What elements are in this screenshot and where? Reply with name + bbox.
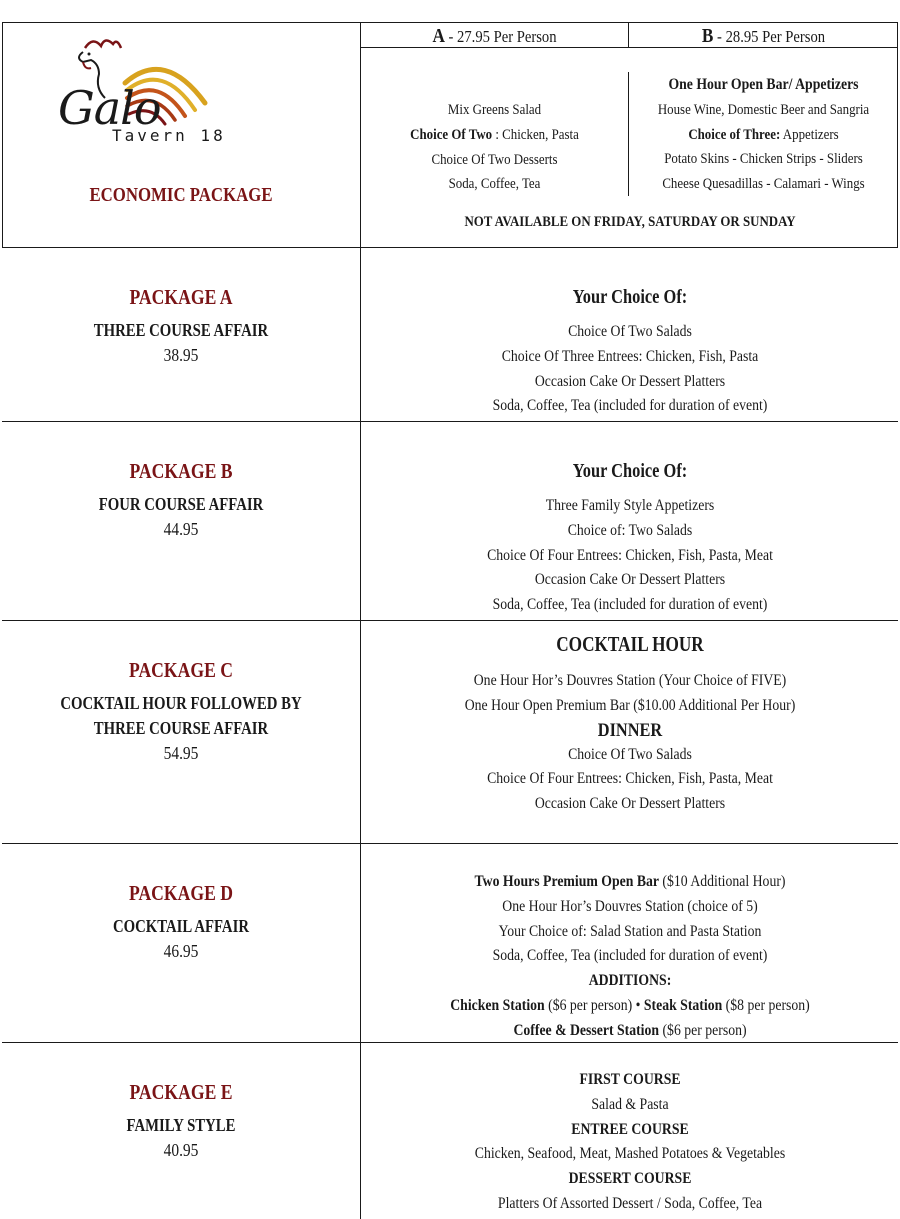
package-line: Occasion Cake Or Dessert Platters [534,372,726,390]
package-heading: Your Choice Of: [572,286,688,308]
option-b-price: - 28.95 Per Person [713,27,826,46]
package-line: Two Hours Premium Open Bar ($10 Additional Hour) [474,873,786,890]
package-line: Choice of: Two Salads [567,521,693,539]
package-title: PACKAGE B [129,459,233,483]
package-subtitle: THREE COURSE AFFAIR [93,718,269,738]
ab-body-divider [628,72,629,196]
package-c-label [2,657,360,766]
package-subtitle: THREE COURSE AFFAIR [93,320,269,340]
option-a-item: Choice Of Two : Chicken, Pasta [410,126,579,143]
package-price: 44.95 [163,519,199,539]
option-b-item: House Wine, Domestic Beer and Sangria [657,101,870,118]
package-line: One Hour Hor’s Douvres Station (Your Choice of FIVE) [473,672,787,689]
package-d-label [2,880,360,964]
row-divider-a [2,421,898,422]
package-c-details [362,631,898,817]
option-a-item: Choice Of Two Desserts [431,151,558,168]
package-line: DINNER [597,719,663,741]
option-a-item: Mix Greens Salad [447,102,542,118]
package-subtitle: COCKTAIL AFFAIR [112,916,249,936]
option-a-item: Soda, Coffee, Tea [448,176,541,193]
package-line: Choice Of Two Salads [568,323,692,340]
row-divider-c [2,843,898,844]
package-e-details [362,1068,898,1217]
package-line: Salad & Pasta [591,1095,669,1113]
availability-note: NOT AVAILABLE ON FRIDAY, SATURDAY OR SUNDAY [464,214,796,230]
package-e-label [2,1079,360,1163]
package-title: PACKAGE D [128,881,234,905]
package-line: Choice Of Four Entrees: Chicken, Fish, Pasta, Meat [487,770,773,788]
package-a-label [2,284,360,368]
package-heading: Your Choice Of: [572,460,688,482]
package-subtitle: FOUR COURSE AFFAIR [98,494,264,514]
package-line: Occasion Cake Or Dessert Platters [534,571,726,589]
option-a-items [362,98,627,197]
package-a-details [362,284,898,419]
package-line: Your Choice of: Salad Station and Pasta Station [498,922,762,940]
top-border [2,22,898,23]
package-line: Choice Of Four Entrees: Chicken, Fish, Pasta, Meat [487,546,773,564]
package-d-details [362,870,898,1044]
package-line: Coffee & Dessert Station ($6 per person) [513,1021,747,1039]
option-b-header [630,24,897,50]
package-line: Soda, Coffee, Tea (included for duration of event) [492,397,768,415]
logo-text: Galo [58,81,161,135]
option-b-letter: B [701,25,714,47]
package-line: Chicken Station ($6 per person) • Steak Station ($8 per person) [450,996,810,1014]
package-title: PACKAGE A [129,285,233,309]
package-line: Occasion Cake Or Dessert Platters [534,795,726,813]
left-border [2,22,3,248]
row-divider-b [2,620,898,621]
economic-bottom-border [2,247,898,248]
package-price: 40.95 [163,1140,199,1160]
package-line: Choice Of Two Salads [568,745,692,763]
package-b-label [2,458,360,542]
package-line: DESSERT COURSE [568,1170,692,1188]
package-line: Soda, Coffee, Tea (included for duration of event) [492,596,768,614]
package-line: Platters Of Assorted Dessert / Soda, Coffee, Tea [497,1194,763,1212]
package-price: 38.95 [163,345,199,365]
logo-subtext: Tavern 18 [112,126,226,145]
package-line: ADDITIONS: [588,972,672,990]
package-line: Chicken, Seafood, Meat, Mashed Potatoes & Vegetables [474,1145,786,1163]
option-b-item: One Hour Open Bar/ Appetizers [668,76,859,93]
option-b-item: Potato Skins - Chicken Strips - Sliders [664,151,863,168]
economic-package-title: ECONOMIC PACKAGE [89,184,273,206]
package-line: Soda, Coffee, Tea (included for duration of event) [492,947,768,965]
package-line: FIRST COURSE [579,1071,681,1088]
package-line: Choice Of Three Entrees: Chicken, Fish, Pasta [501,347,759,365]
option-b-item: Cheese Quesadillas - Calamari - Wings [662,176,865,193]
option-a-header [362,24,627,50]
option-a-letter: A [432,25,445,47]
package-line: Three Family Style Appetizers [545,497,715,514]
package-line: One Hour Open Premium Bar ($10.00 Additional Per Hour) [464,696,796,714]
package-price: 46.95 [163,941,199,961]
option-b-item: Choice of Three: Appetizers [688,126,839,143]
package-b-details [362,458,898,618]
package-heading: COCKTAIL HOUR [556,632,704,656]
package-price: 54.95 [163,743,199,763]
package-line: One Hour Hor’s Douvres Station (choice of 5) [502,897,758,915]
option-b-items [630,73,897,197]
package-subtitle: COCKTAIL HOUR FOLLOWED BY [60,693,302,713]
ab-divider [628,22,629,48]
option-a-price: - 27.95 Per Person [444,27,557,46]
package-line: ENTREE COURSE [571,1120,689,1138]
package-title: PACKAGE E [129,1080,233,1104]
package-subtitle: FAMILY STYLE [126,1115,236,1135]
package-title: PACKAGE C [128,658,234,682]
